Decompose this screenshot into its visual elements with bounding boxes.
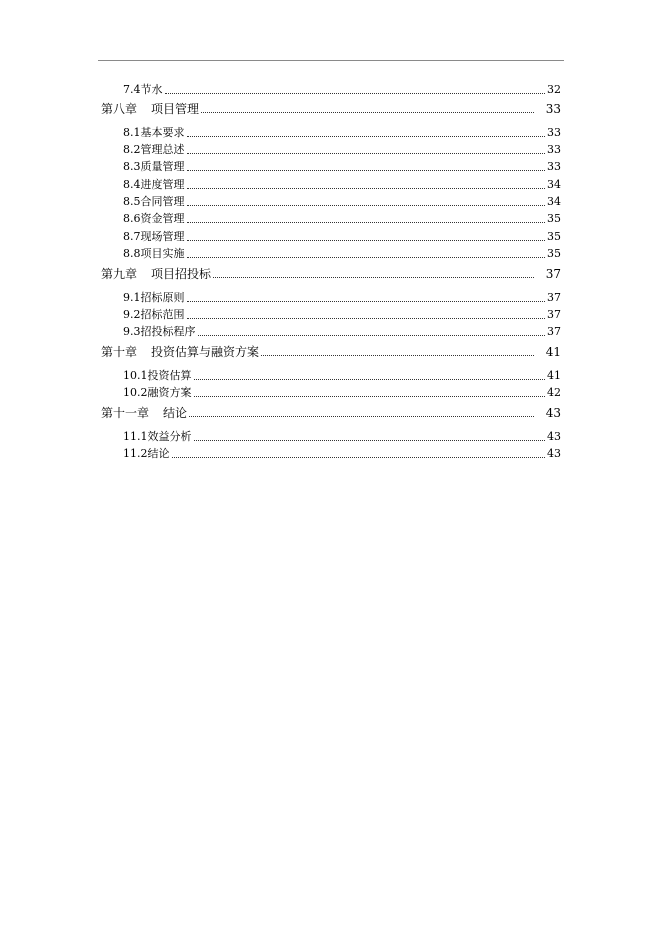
toc-entry-title: 融资方案 [147, 386, 192, 399]
dot-leader [187, 257, 546, 258]
toc-entry-title: 管理总述 [140, 143, 185, 156]
toc-entry-title: 招投标程序 [140, 325, 196, 338]
toc-chapter-entry [101, 101, 561, 117]
toc-chapter-title: 项目管理 [151, 102, 200, 116]
toc-entry [123, 159, 561, 175]
header-rule [98, 60, 564, 61]
dot-leader [187, 136, 546, 137]
toc-entry-number: 9.1 [123, 291, 141, 304]
toc-entry [123, 290, 561, 306]
toc-entry-number: 8.6 [123, 212, 141, 225]
toc-entry-number: 8.7 [123, 230, 141, 243]
dot-leader [187, 188, 546, 189]
toc-entry [123, 429, 561, 445]
dot-leader [172, 457, 546, 458]
toc-entry-page: 32 [547, 83, 561, 96]
toc-entry [123, 142, 561, 158]
toc-chapter-entry [101, 266, 561, 282]
toc-entry-title: 项目实施 [140, 247, 185, 260]
toc-chapter-entry [101, 344, 561, 360]
toc-chapter-page: 41 [545, 345, 561, 359]
dot-leader [194, 396, 546, 397]
toc-entry-page: 43 [547, 430, 561, 443]
toc-entry [123, 177, 561, 193]
toc-entry [123, 82, 561, 98]
dot-leader [187, 222, 546, 223]
toc-entry-title: 合同管理 [140, 195, 185, 208]
toc-entry [123, 385, 561, 401]
toc-entry-page: 33 [547, 126, 561, 139]
toc-entry [123, 125, 561, 141]
toc-entry-number: 9.3 [123, 325, 141, 338]
dot-leader [165, 93, 546, 94]
toc-entry-number: 8.3 [123, 160, 141, 173]
toc-entry-number: 7.4 [123, 83, 141, 96]
toc-entry-page: 42 [547, 386, 561, 399]
dot-leader [198, 335, 546, 336]
toc-entry-number: 8.1 [123, 126, 141, 139]
toc-entry [123, 446, 561, 462]
dot-leader [194, 440, 546, 441]
toc-chapter-page: 43 [545, 406, 561, 420]
toc-entry-number: 10.1 [123, 369, 148, 382]
toc-entry-page: 37 [547, 291, 561, 304]
toc-entry-page: 35 [547, 212, 561, 225]
toc-entry [123, 211, 561, 227]
toc-entry-title: 节水 [140, 83, 163, 96]
toc-entry-page: 35 [547, 247, 561, 260]
toc-entry-page: 35 [547, 230, 561, 243]
toc-entry-title: 效益分析 [147, 430, 192, 443]
toc-chapter-number: 第十一章 [101, 406, 150, 420]
dot-leader [201, 112, 534, 113]
toc-entry-page: 33 [547, 160, 561, 173]
toc-chapter-page: 37 [545, 267, 561, 281]
dot-leader [187, 205, 546, 206]
dot-leader [187, 153, 546, 154]
toc-chapter-page: 33 [545, 102, 561, 116]
toc-entry [123, 324, 561, 340]
toc-chapter-number: 第十章 [101, 345, 138, 359]
dot-leader [187, 318, 546, 319]
toc-entry-title: 基本要求 [140, 126, 185, 139]
toc-entry-page: 43 [547, 447, 561, 460]
toc-entry-number: 10.2 [123, 386, 148, 399]
toc-chapter-entry [101, 405, 561, 421]
toc-entry [123, 307, 561, 323]
dot-leader [194, 379, 546, 380]
dot-leader [187, 301, 546, 302]
toc-entry-title: 资金管理 [140, 212, 185, 225]
toc-entry-number: 8.8 [123, 247, 141, 260]
toc-chapter-title: 结论 [163, 406, 188, 420]
toc-entry-number: 9.2 [123, 308, 141, 321]
toc-entry-number: 8.5 [123, 195, 141, 208]
toc-entry [123, 229, 561, 245]
dot-leader [187, 240, 546, 241]
toc-chapter-number: 第九章 [101, 267, 138, 281]
toc-entry-page: 34 [547, 195, 561, 208]
toc-entry [123, 368, 561, 384]
dot-leader [189, 416, 534, 417]
toc-entry-title: 结论 [147, 447, 170, 460]
toc-entry-title: 进度管理 [140, 178, 185, 191]
toc-entry-page: 33 [547, 143, 561, 156]
dot-leader [213, 277, 534, 278]
toc-entry-page: 37 [547, 308, 561, 321]
toc-entry [123, 194, 561, 210]
toc-entry-number: 11.2 [123, 447, 148, 460]
toc-entry-title: 质量管理 [140, 160, 185, 173]
toc-entry-title: 现场管理 [140, 230, 185, 243]
toc-entry-title: 招标范围 [140, 308, 185, 321]
toc-entry-title: 招标原则 [140, 291, 185, 304]
toc-entry-number: 8.4 [123, 178, 141, 191]
toc-chapter-title: 项目招投标 [151, 267, 212, 281]
toc-chapter-number: 第八章 [101, 102, 138, 116]
toc-chapter-title: 投资估算与融资方案 [151, 345, 260, 359]
toc-entry-page: 34 [547, 178, 561, 191]
toc-entry [123, 246, 561, 262]
dot-leader [261, 355, 534, 356]
toc-entry-title: 投资估算 [147, 369, 192, 382]
toc-entry-page: 37 [547, 325, 561, 338]
toc-entry-page: 41 [547, 369, 561, 382]
toc-entry-number: 8.2 [123, 143, 141, 156]
toc-entry-number: 11.1 [123, 430, 148, 443]
dot-leader [187, 170, 546, 171]
